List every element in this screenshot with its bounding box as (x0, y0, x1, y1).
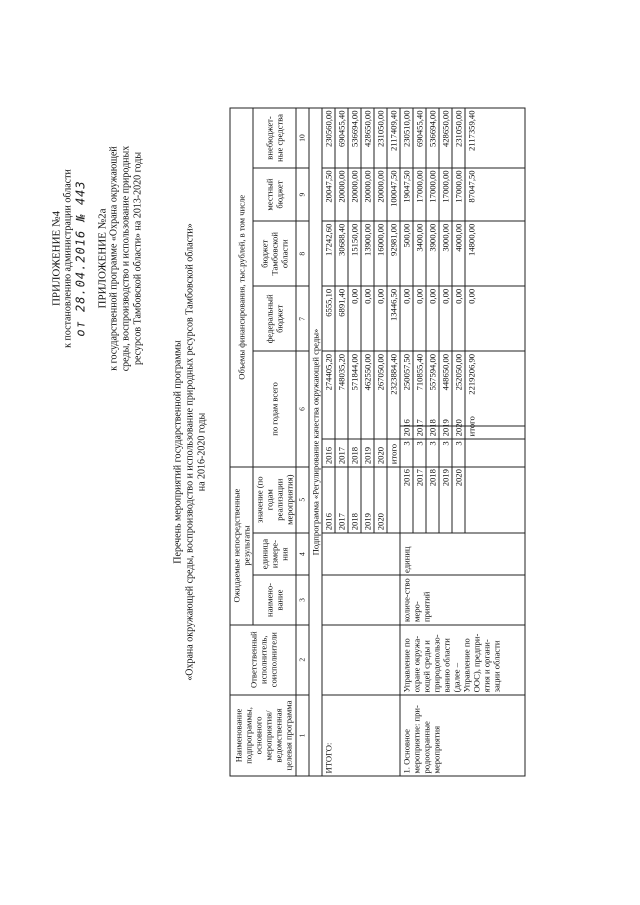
col-number: 5 (296, 467, 309, 533)
col-number: 6 (296, 351, 309, 466)
total-extrabudgetary: 690455,40 (335, 108, 348, 168)
col-number: 3 (296, 575, 309, 624)
total-local: 20000,00 (374, 168, 387, 221)
measure-1-federal: 0,00 (426, 286, 439, 351)
measure-1-executor: Управление по охране окружа-ющей среды и природопользо-ванию области (далее – Управление по ООС), предпри-ятия и органи-зации области (400, 625, 525, 695)
total-regional: 13900,00 (361, 221, 374, 286)
total-year: 2019 (361, 439, 374, 467)
total-extrabudgetary: 2117409,40 (387, 108, 400, 168)
col-number: 9 (296, 168, 309, 221)
header-executor: Ответственный исполнитель, соисполнители (230, 625, 296, 695)
measure-1-local: 17000,00 (452, 168, 465, 221)
subprogram-title: Подпрограмма «Регулирование качества окружающей среды» (309, 108, 322, 776)
col-number: 8 (296, 221, 309, 286)
total-executor-empty (322, 625, 400, 695)
total-federal: 0,00 (374, 286, 387, 351)
total-result-year: 2018 (348, 467, 361, 533)
measure-1-fin-year: 2018 (426, 426, 439, 439)
total-result-year: 2016 (322, 467, 335, 533)
total-regional: 15150,00 (348, 221, 361, 286)
total-year: 2018 (348, 439, 361, 467)
total-regional: 30688,40 (335, 221, 348, 286)
appendix-title: ПРИЛОЖЕНИЕ №4 (50, 210, 63, 307)
measure-1-result-name: количе-ство меро-приятий (400, 575, 525, 624)
measure-1-total: 252050,00 (452, 351, 465, 426)
total-sum: 748035,20 (335, 351, 348, 438)
total-local: 20000,00 (348, 168, 361, 221)
document-title (173, 0, 209, 905)
measure-1-regional: 14800,00 (465, 221, 525, 286)
measure-1-result-value: 3 (400, 439, 413, 467)
header-total-by-years: по годам всего (253, 351, 296, 466)
measure-1-result-value: 3 (426, 439, 439, 467)
measure-1-extrabudgetary: 428650,00 (439, 108, 452, 168)
measure-1-federal: 0,00 (439, 286, 452, 351)
measure-1-regional: 3400,00 (413, 221, 426, 286)
measure-1-regional: 3000,00 (439, 221, 452, 286)
measure-1-extrabudgetary: 536694,00 (426, 108, 439, 168)
total-federal: 0,00 (348, 286, 361, 351)
total-regional: 16000,00 (374, 221, 387, 286)
measure-1-regional: 4000,00 (452, 221, 465, 286)
measure-1-result-year: 2019 (439, 467, 452, 533)
total-federal: 0,00 (361, 286, 374, 351)
measure-1-fin-year: 2016 (400, 426, 413, 439)
total-sum: 267050,00 (374, 351, 387, 438)
measure-1-result-year: 2017 (413, 467, 426, 533)
total-sum: 274405,20 (322, 351, 335, 438)
appendix-2a-line3: ресурсов Тамбовской области» на 2013-2020 годы (132, 151, 144, 366)
measure-1-regional: 3900,00 (426, 221, 439, 286)
total-result-empty (387, 467, 400, 533)
total-result-year: 2017 (335, 467, 348, 533)
measure-1-total: 2219206,90 (465, 351, 525, 426)
total-label: ИТОГО: (322, 695, 400, 776)
header-extrabudgetary: внебюджет-ные средства (253, 108, 296, 168)
total-federal: 13446,50 (387, 286, 400, 351)
total-result-name-empty (322, 575, 400, 624)
appendix-2a-line1: к государственной программе «Охрана окружающей (108, 146, 120, 371)
total-local: 20000,00 (335, 168, 348, 221)
header-result-value: значение (по годам реализации мероприятия) (253, 467, 296, 533)
measure-1-total: 557594,00 (426, 351, 439, 426)
appendix-header (51, 94, 145, 424)
header-regional-budget: бюджет Тамбовской области (253, 221, 296, 286)
measure-1-federal: 0,00 (400, 286, 413, 351)
total-extrabudgetary: 536694,00 (348, 108, 361, 168)
title-line3: на 2016-2020 годы (196, 412, 208, 492)
total-year: 2017 (335, 439, 348, 467)
header-financing: Объемы финансирования, тыс.рублей, в том числе (230, 108, 253, 467)
total-year: 2020 (374, 439, 387, 467)
measure-1-result-empty (465, 467, 525, 533)
measure-1-federal: 0,00 (413, 286, 426, 351)
total-local: 100047,50 (387, 168, 400, 221)
col-number: 2 (296, 625, 309, 695)
total-extrabudgetary: 231050,00 (374, 108, 387, 168)
total-result-year: 2019 (361, 467, 374, 533)
total-regional: 17242,60 (322, 221, 335, 286)
measure-1-result-value: 3 (439, 439, 452, 467)
measure-1-name: 1. Основное мероприятие: при-родоохранные мероприятия (400, 695, 525, 776)
total-local: 20000,00 (361, 168, 374, 221)
total-sum: 2323884,40 (387, 351, 400, 438)
total-local: 20047,50 (322, 168, 335, 221)
measure-1-fin-year: 2019 (439, 426, 452, 439)
col-number: 4 (296, 533, 309, 576)
total-regional: 92981,00 (387, 221, 400, 286)
measure-1-total: 448650,00 (439, 351, 452, 426)
total-extrabudgetary: 428650,00 (361, 108, 374, 168)
appendix-2a-title: ПРИЛОЖЕНИЕ №2а (96, 208, 109, 309)
appendix-2a-line2: среды, воспроизводство и использование природных (120, 145, 132, 372)
total-sum: 571844,00 (348, 351, 361, 438)
header-expected-results: Ожидаемые непосредственные результаты (230, 467, 253, 625)
header-name: Наименование подпрограммы, основного мероприятия/ведомственная целевая программа (230, 695, 296, 776)
measure-1-local: 17000,00 (413, 168, 426, 221)
header-federal-budget: федеральный бюджет (253, 286, 296, 351)
total-result-year: 2020 (374, 467, 387, 533)
title-line1: Перечень мероприятий государственной программы (172, 340, 184, 564)
measure-1-result-year: 2016 (400, 467, 413, 533)
header-local-budget: местный бюджет (253, 168, 296, 221)
measure-1-fin-year: итого (465, 426, 525, 439)
total-year: 2016 (322, 439, 335, 467)
measure-1-local: 17000,00 (439, 168, 452, 221)
total-federal: 6555,10 (322, 286, 335, 351)
measure-1-fin-year: 2020 (452, 426, 465, 439)
measure-1-result-year: 2018 (426, 467, 439, 533)
measure-1-local: 19047,50 (400, 168, 413, 221)
total-year: итого (387, 439, 400, 467)
measure-1-result-value: 3 (413, 439, 426, 467)
header-result-unit: единица измере-ния (253, 533, 296, 576)
measure-1-extrabudgetary: 690455,40 (413, 108, 426, 168)
title-line2: «Охрана окружающей среды, воспроизводство и использование природных ресурсов Тамбовской области» (184, 223, 196, 681)
measure-1-federal: 0,00 (465, 286, 525, 351)
measure-1-federal: 0,00 (452, 286, 465, 351)
measure-1-fin-year: 2017 (413, 426, 426, 439)
total-sum: 462550,00 (361, 351, 374, 438)
measure-1-total: 710855,40 (413, 351, 426, 426)
total-result-unit-empty (322, 533, 400, 576)
measure-1-local: 17000,00 (426, 168, 439, 221)
measures-table (230, 108, 526, 777)
document-sheet (1, 0, 640, 905)
handwritten-date: от 28.04.2016 № 443 (73, 180, 88, 337)
col-number: 1 (296, 695, 309, 776)
measure-1-extrabudgetary: 230510,00 (400, 108, 413, 168)
appendix-to: к постановлению администрации области (62, 169, 74, 348)
measure-1-extrabudgetary: 231050,00 (452, 108, 465, 168)
measure-1-result-year: 2020 (452, 467, 465, 533)
measure-1-extrabudgetary: 2117359,40 (465, 108, 525, 168)
measure-1-local: 87047,50 (465, 168, 525, 221)
measure-1-regional: 500,00 (400, 221, 413, 286)
measure-1-total: 250057,50 (400, 351, 413, 426)
header-result-name: наимено-вание (253, 575, 296, 624)
measure-1-result-value: 3 (452, 439, 465, 467)
col-number: 10 (296, 108, 309, 168)
total-federal: 6891,40 (335, 286, 348, 351)
measure-1-value-empty (465, 439, 525, 467)
measure-1-result-unit: единиц (400, 533, 525, 576)
total-extrabudgetary: 230560,00 (322, 108, 335, 168)
col-number: 7 (296, 286, 309, 351)
